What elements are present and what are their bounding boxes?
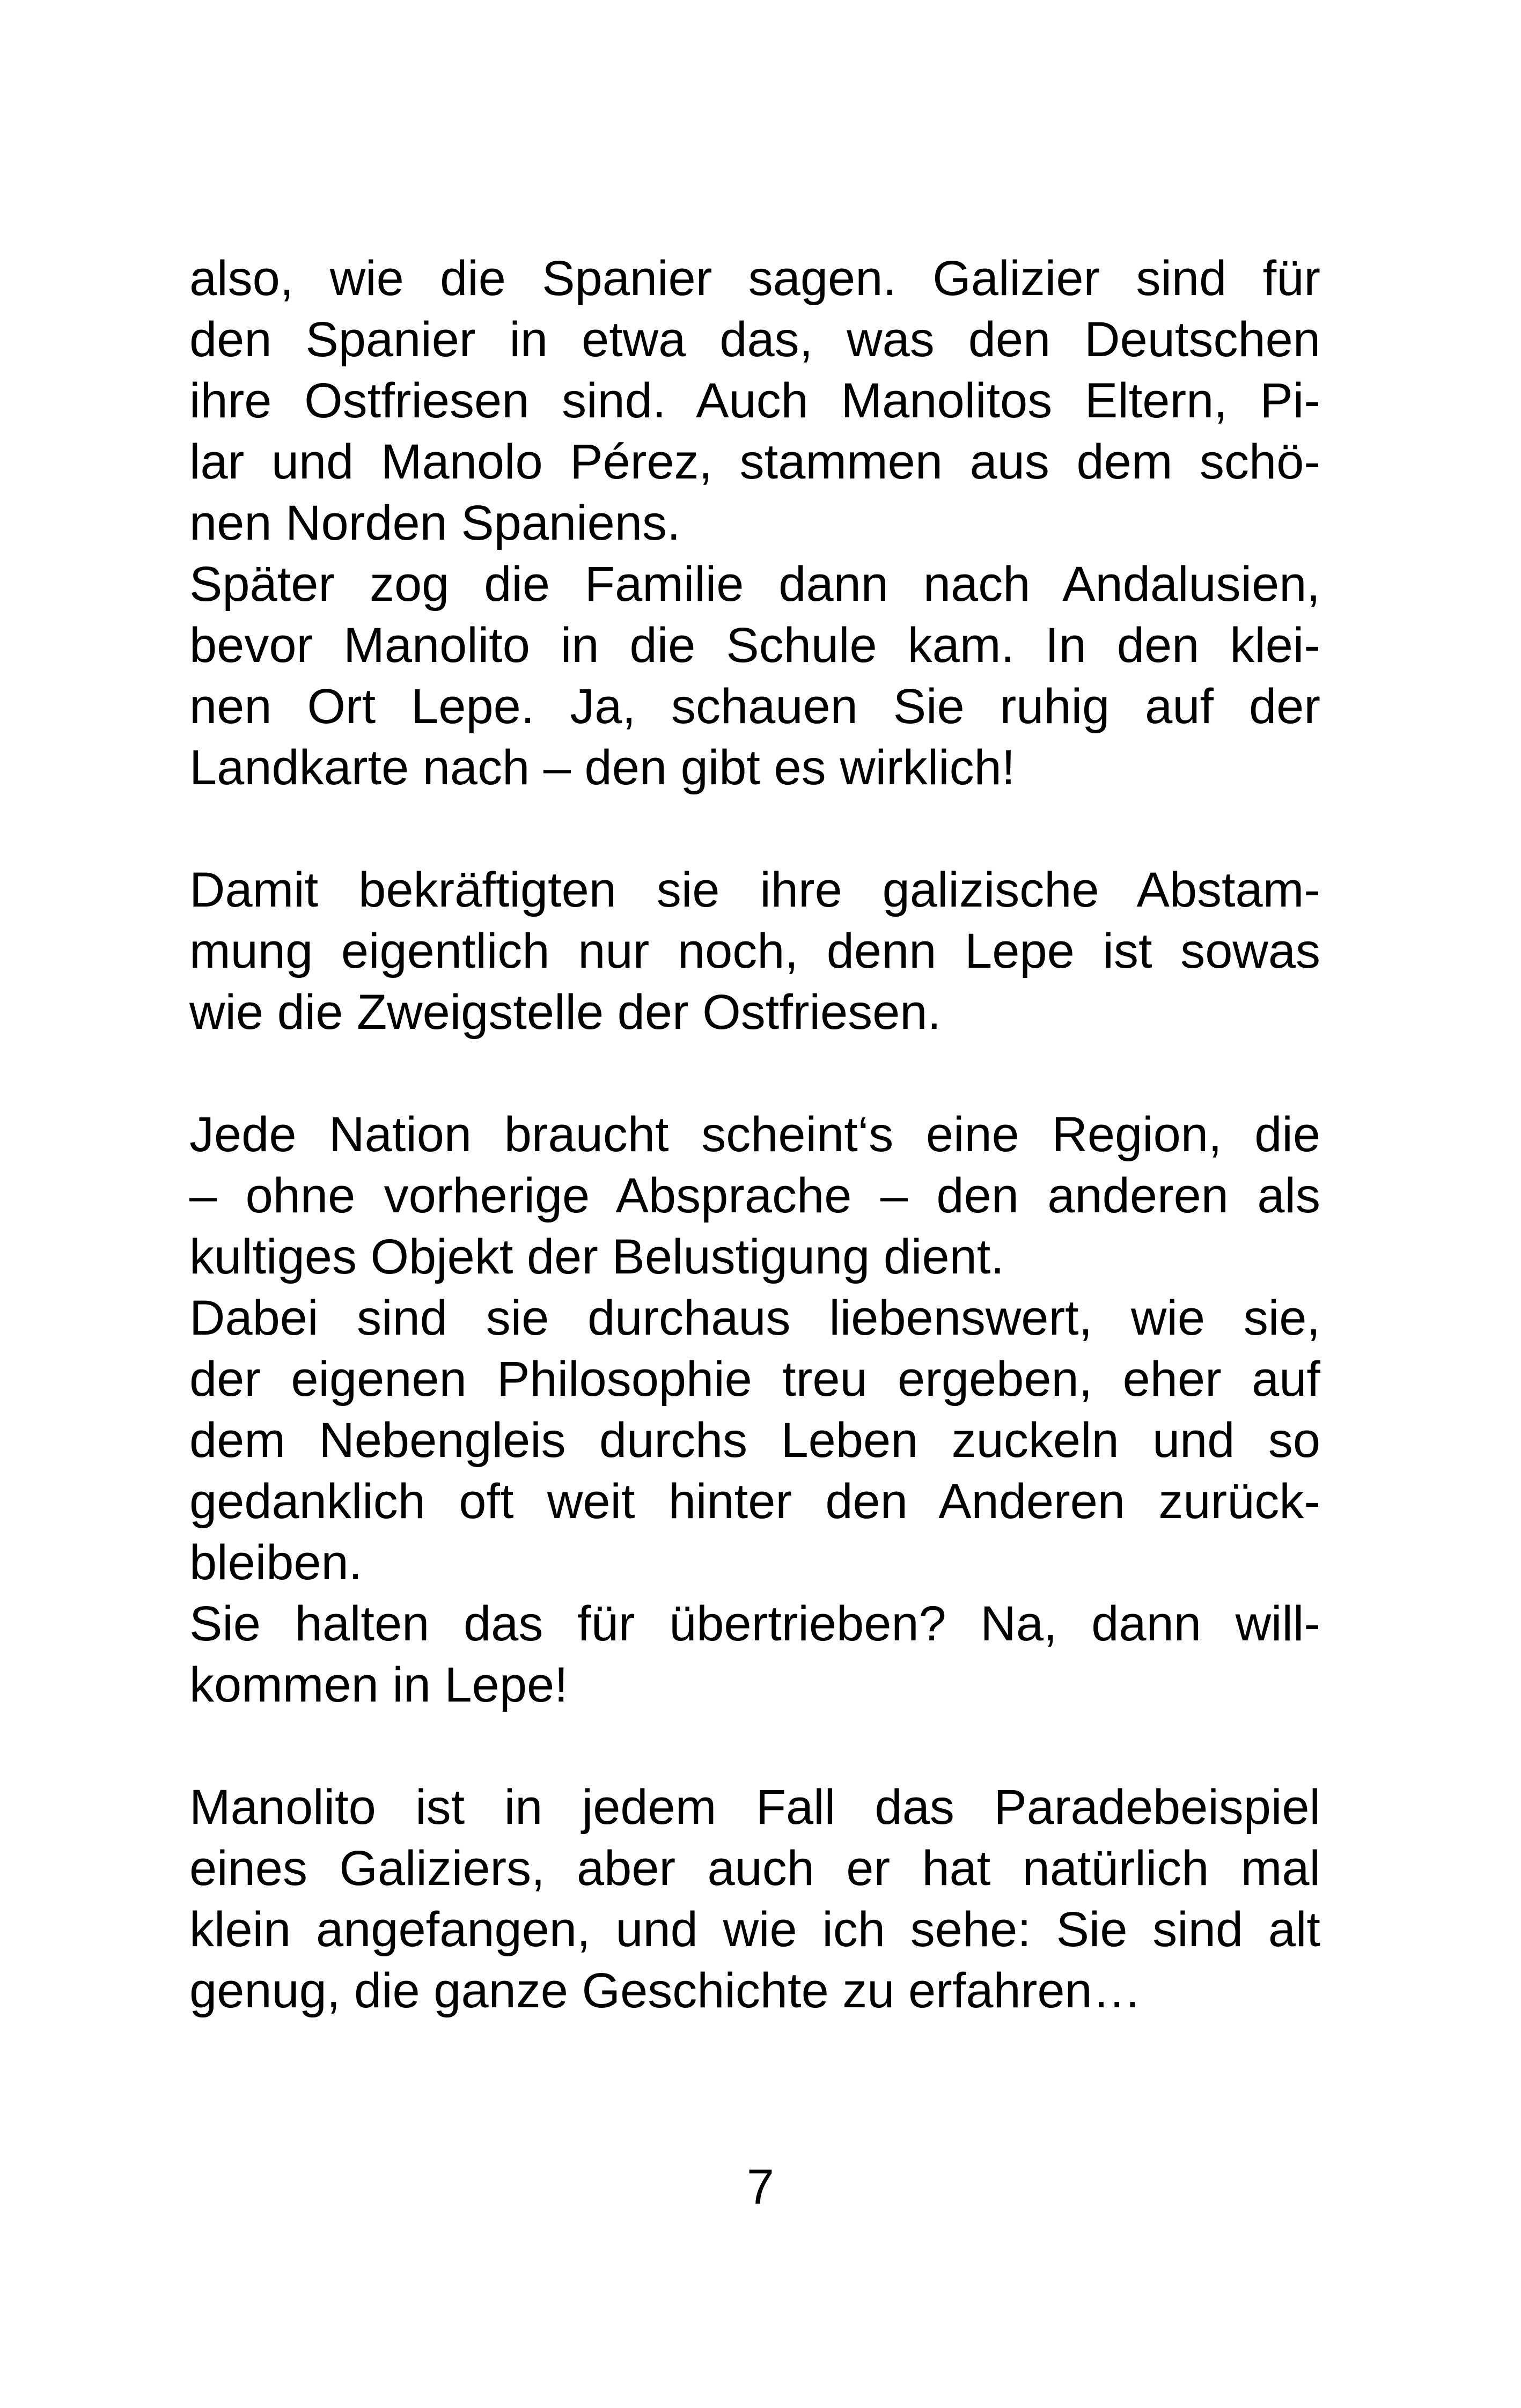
- text-line: Jede Nation braucht scheint‘s eine Region, die: [189, 1107, 1320, 1162]
- text-line: Sie halten das für übertrieben? Na, dann will-: [189, 1596, 1320, 1651]
- text-line: wie die Zweigstelle der Ostfriesen.: [189, 985, 942, 1040]
- paragraph-gap: [189, 1043, 1320, 1104]
- text-line: – ohne vorherige Absprache – den anderen als: [189, 1168, 1320, 1223]
- paragraph: [189, 248, 1320, 554]
- text-line: Damit bekräftigten sie ihre galizische Abstam-: [189, 863, 1320, 917]
- body-text: [189, 248, 1320, 2021]
- text-line: Manolito ist in jedem Fall das Paradebeispiel: [189, 1780, 1320, 1835]
- paragraph-gap: [189, 798, 1320, 859]
- text-line: Dabei sind sie durchaus liebenswert, wie sie,: [189, 1291, 1320, 1345]
- text-line: gedanklich oft weit hinter den Anderen zurück-: [189, 1474, 1320, 1529]
- text-line: bleiben.: [189, 1535, 363, 1590]
- text-line: den Spanier in etwa das, was den Deutschen: [189, 312, 1320, 367]
- text-line: genug, die ganze Geschichte zu erfahren…: [189, 1963, 1142, 2018]
- text-line: kommen in Lepe!: [189, 1658, 568, 1712]
- text-line: eines Galiziers, aber auch er hat natürlich mal: [189, 1841, 1320, 1896]
- text-line: der eigenen Philosophie treu ergeben, eher auf: [189, 1352, 1320, 1406]
- paragraph-gap: [189, 1715, 1320, 1777]
- paragraph: [189, 1104, 1320, 1287]
- paragraph: [189, 1287, 1320, 1593]
- text-line: also, wie die Spanier sagen. Galizier sind für: [189, 251, 1320, 306]
- text-line: klein angefangen, und wie ich sehe: Sie sind alt: [189, 1902, 1320, 1957]
- text-line: ihre Ostfriesen sind. Auch Manolitos Eltern, Pi-: [189, 373, 1320, 428]
- paragraph: [189, 859, 1320, 1043]
- paragraph: [189, 1777, 1320, 2021]
- text-line: kultiges Objekt der Belustigung dient.: [189, 1229, 1004, 1284]
- text-line: bevor Manolito in die Schule kam. In den klei-: [189, 618, 1320, 673]
- text-line: Landkarte nach – den gibt es wirklich!: [189, 740, 1016, 795]
- paragraph: [189, 554, 1320, 798]
- text-line: lar und Manolo Pérez, stammen aus dem schö-: [189, 435, 1320, 489]
- paragraph: [189, 1593, 1320, 1715]
- page-number: 7: [746, 2160, 775, 2214]
- text-line: dem Nebengleis durchs Leben zuckeln und so: [189, 1413, 1320, 1468]
- text-line: Später zog die Familie dann nach Andalusien,: [189, 557, 1320, 612]
- text-line: nen Ort Lepe. Ja, schauen Sie ruhig auf der: [189, 679, 1320, 734]
- text-line: nen Norden Spaniens.: [189, 496, 681, 550]
- text-line: mung eigentlich nur noch, denn Lepe ist sowas: [189, 924, 1320, 978]
